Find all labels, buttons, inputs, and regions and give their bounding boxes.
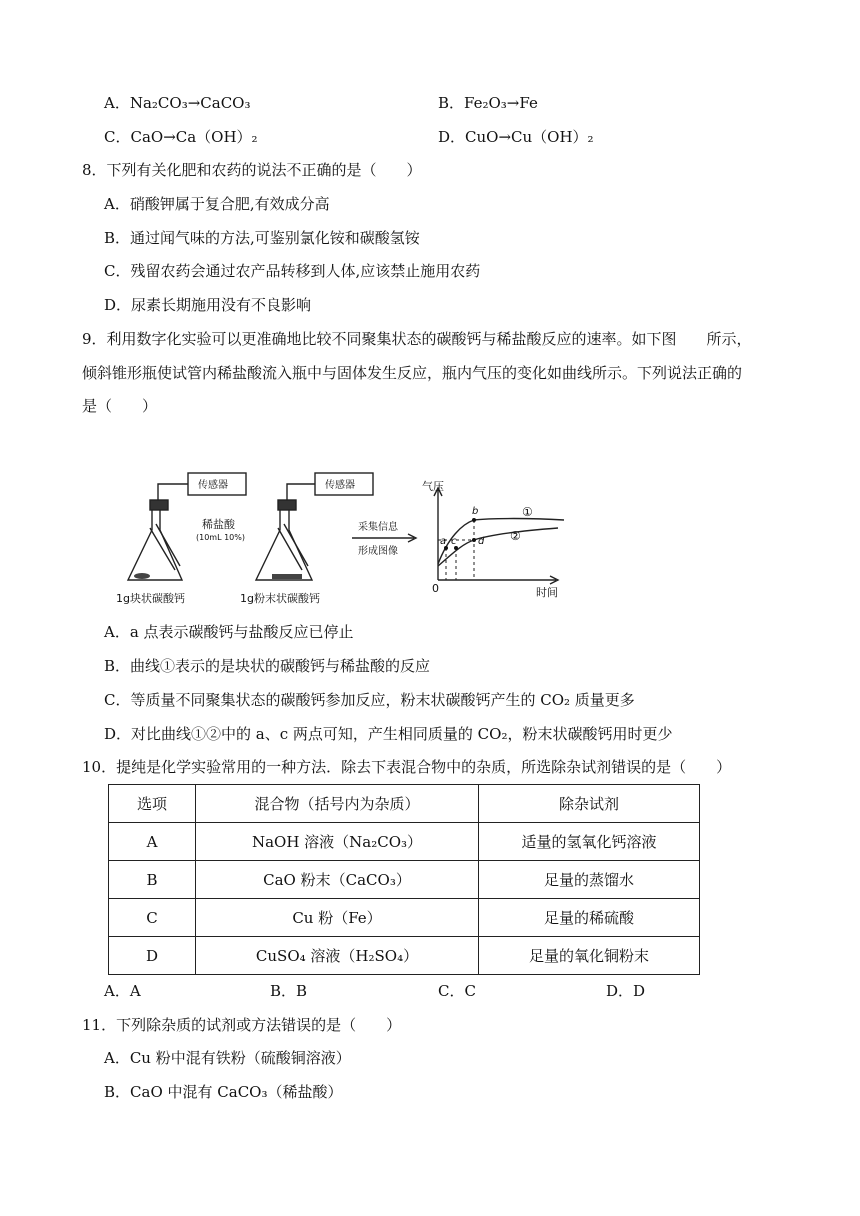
sensor-wire-2 xyxy=(287,484,315,500)
point-b-label: b xyxy=(472,506,479,517)
test-tube-1 xyxy=(150,524,180,570)
table-cell: C xyxy=(109,899,196,937)
table-header: 选项 xyxy=(109,785,196,823)
sensor-label-2: 传感器 xyxy=(325,480,355,491)
purification-table xyxy=(108,784,700,975)
q11-stem: 11．下列除杂质的试剂或方法错误的是（ ） xyxy=(82,1016,402,1034)
q9-stem-line3: 是（ ） xyxy=(82,397,158,415)
q10-option-d: D．D xyxy=(606,982,646,1000)
q10-option-b: B．B xyxy=(270,982,308,1000)
sensor-label-1: 传感器 xyxy=(198,480,228,491)
table-cell: CuSO₄ 溶液（H₂SO₄） xyxy=(196,937,479,975)
q8-option-b: B．通过闻气味的方法,可鉴别氯化铵和碳酸氢铵 xyxy=(104,229,420,247)
curve-2-label: ② xyxy=(510,529,521,543)
table-cell: 足量的蒸馏水 xyxy=(479,861,700,899)
table-cell: 足量的氧化铜粉末 xyxy=(479,937,700,975)
origin-label: 0 xyxy=(432,582,439,595)
table-row xyxy=(109,823,700,861)
curve-1 xyxy=(438,519,564,565)
q11-option-b: B．CaO 中混有 CaCO₃（稀盐酸） xyxy=(104,1083,343,1101)
flask-2 xyxy=(256,510,312,580)
table-row xyxy=(109,937,700,975)
sensor-wire-1 xyxy=(158,484,188,500)
q9-stem-line1: 9．利用数字化实验可以更准确地比较不同聚集状态的碳酸钙与稀盐酸反应的速率。如下图 所示， xyxy=(82,330,752,348)
table-cell: NaOH 溶液（Na₂CO₃） xyxy=(196,823,479,861)
q7-option-b: B．Fe₂O₃→Fe xyxy=(438,94,538,112)
q9-option-d: D．对比曲线①②中的 a、c 两点可知，产生相同质量的 CO₂，粉末状碳酸钙用时更少 xyxy=(104,725,673,743)
q10-option-a: A．A xyxy=(104,982,141,1000)
flask1-label: 1g块状碳酸钙 xyxy=(116,592,185,605)
q9-option-b: B．曲线①表示的是块状的碳酸钙与稀盐酸的反应 xyxy=(104,657,431,675)
table-row xyxy=(109,861,700,899)
arrow-bottom-label: 形成图像 xyxy=(358,546,398,557)
x-axis-label: 时间 xyxy=(536,586,558,599)
table-row xyxy=(109,899,700,937)
flask2-label: 1g粉末状碳酸钙 xyxy=(240,592,320,605)
curve-1-label: ① xyxy=(522,505,533,519)
table-cell: CaO 粉末（CaCO₃） xyxy=(196,861,479,899)
q7-option-c: C．CaO→Ca（OH）₂ xyxy=(104,128,258,146)
arrow-top-label: 采集信息 xyxy=(358,522,398,533)
acid-spec: (10mL 10%) xyxy=(196,533,245,542)
table-header: 除杂试剂 xyxy=(479,785,700,823)
q10-stem: 10．提纯是化学实验常用的一种方法．除去下表混合物中的杂质，所选除杂试剂错误的是（ ） xyxy=(82,758,732,776)
stopper-1 xyxy=(150,500,168,510)
point-d-marker xyxy=(472,538,476,542)
table-header-row xyxy=(109,785,700,823)
point-b-marker xyxy=(472,518,476,522)
point-d-label: d xyxy=(478,536,485,547)
q9-option-c: C．等质量不同聚集状态的碳酸钙参加反应，粉末状碳酸钙产生的 CO₂ 质量更多 xyxy=(104,691,635,709)
table-cell: 足量的稀硫酸 xyxy=(479,899,700,937)
powder-solid xyxy=(272,574,302,579)
table-cell: 适量的氢氧化钙溶液 xyxy=(479,823,700,861)
point-a-label: a xyxy=(440,536,447,547)
table-cell: Cu 粉（Fe） xyxy=(196,899,479,937)
q11-option-a: A．Cu 粉中混有铁粉（硫酸铜溶液） xyxy=(104,1049,351,1067)
y-axis-label: 气压 xyxy=(422,480,444,493)
q8-option-a: A．硝酸钾属于复合肥,有效成分高 xyxy=(104,195,330,213)
q9-option-a: A．a 点表示碳酸钙与盐酸反应已停止 xyxy=(104,623,354,641)
q8-option-c: C．残留农药会通过农产品转移到人体,应该禁止施用农药 xyxy=(104,262,481,280)
q8-stem: 8．下列有关化肥和农药的说法不正确的是（ ） xyxy=(82,161,422,179)
table-cell: B xyxy=(109,861,196,899)
table-header: 混合物（括号内为杂质） xyxy=(196,785,479,823)
q8-option-d: D．尿素长期施用没有不良影响 xyxy=(104,296,312,314)
stopper-2 xyxy=(278,500,296,510)
lump-solid xyxy=(134,573,150,579)
q7-option-a: A．Na₂CO₃→CaCO₃ xyxy=(104,94,251,112)
table-cell: D xyxy=(109,937,196,975)
q9-stem-line2: 倾斜锥形瓶使试管内稀盐酸流入瓶中与固体发生反应，瓶内气压的变化如曲线所示。下列说法正确的 xyxy=(82,364,743,382)
experiment-figure xyxy=(112,468,582,608)
table-cell: A xyxy=(109,823,196,861)
acid-label: 稀盐酸 xyxy=(202,518,235,531)
q10-option-c: C．C xyxy=(438,982,476,1000)
q7-option-d: D．CuO→Cu（OH）₂ xyxy=(438,128,594,146)
point-c-label: c xyxy=(451,536,457,547)
